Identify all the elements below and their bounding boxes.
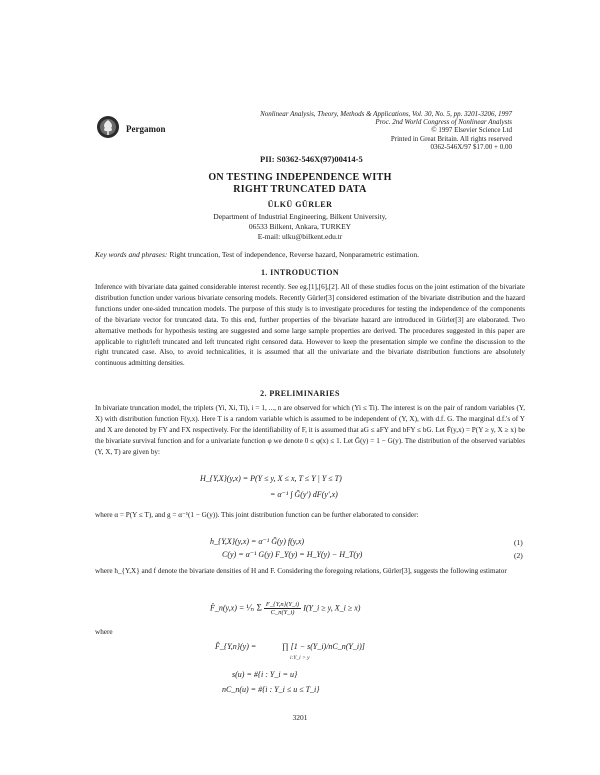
estimator-fraction-denominator: C_n(Y_i)	[270, 609, 295, 616]
equation-2-number: (2)	[514, 551, 523, 560]
equation-2: C(y) = α⁻¹ G(y) F_Y(y) = H_Y(y) − H_T(y)	[222, 550, 363, 559]
equation-h-lhs: H_{Y,X}(y,x) = P(Y ≤ y, X ≤ x, T ≤ Y | Y ≤ T)	[200, 474, 342, 483]
journal-issn: 0362-546X/97 $17.00 + 0.00	[430, 142, 512, 151]
after-h-text: where α = P(Y ≤ T), and g = α⁻¹(1 − G(y)). This joint distribution function can be further elaborated to consider:	[95, 511, 419, 519]
after-eq2-text: where h_{Y,X} and f denote the bivariate densities of H and F. Considering the foregoing relations, Gürler[3], suggests the following estimator	[95, 567, 507, 575]
paper-title-line2: RIGHT TRUNCATED DATA	[233, 184, 367, 195]
section-heading-preliminaries: 2. PRELIMINARIES	[260, 389, 340, 398]
preliminaries-paragraph: In bivariate truncation model, the triplets (Yi, Xi, Ti), i = 1, ..., n are observed for which (Yi ≤ Ti). The interest is on the pair of random variables (Y, X) with distribution function F(y,x). Here T is a random variable which is assumed to be independent of (Y, X), with d.f. G. The marginal d.f.'s of Y and X are denoted by FY and FX respectively. For the identifiability of F, it is assumed that aG ≤ aFY and bFY ≤ bG. Let F̄(y,x) = P(Y ≥ y, X ≥ x) be the bivariate survival function and for a univariate function φ we denote 0 ≤ φ(x) ≤ 1. Let Ḡ(y) = 1 − G(y). The distribution of the observed variables (Y, X, T) are given by:	[95, 404, 525, 456]
c-definition: nC_n(u) = #{i : Y_i ≤ u ≤ T_i}	[222, 685, 320, 694]
equation-1: h_{Y,X}(y,x) = α⁻¹ Ḡ(y) f(y,x)	[210, 537, 305, 546]
keywords-text: Right truncation, Test of independence, Reverse hazard, Nonparametric estimation.	[167, 250, 419, 259]
journal-header	[182, 110, 512, 151]
pergamon-tree-logo-icon	[96, 115, 120, 139]
keywords-label: Key words and phrases:	[95, 250, 168, 259]
author-name: ÜLKÜ GÜRLER	[267, 200, 333, 209]
equation-h-rhs: = α⁻¹ ∫ Ḡ(y') dF(y',x)	[270, 490, 338, 499]
estimator-fraction	[264, 601, 301, 616]
pii: PII: S0362-546X(97)00414-5	[260, 154, 363, 164]
author-city: 06533 Bilkent, Ankara, TURKEY	[248, 222, 352, 231]
author-dept: Department of Industrial Engineering, Bilkent University,	[213, 212, 387, 221]
where-label: where	[95, 628, 113, 636]
s-definition: s(u) = #{i : Y_i = u}	[232, 670, 298, 679]
product-rhs: ∏ [1 − s(Y_i)/nC_n(Y_i)]	[282, 642, 365, 651]
estimator-rest: I(Y_i ≥ y, X_i ≥ x)	[303, 603, 361, 613]
journal-copyright: © 1997 Elsevier Science Ltd	[431, 126, 512, 135]
estimator-lhs: F̂_n(y,x) =	[210, 603, 245, 613]
estimator-fraction-numerator: F_{Y,n}(Y_i)	[265, 601, 300, 608]
introduction-paragraph: Inference with bivariate data gained considerable interest recently. See eg.[1],[6],[2]. All of these studies focus on the joint estimation of the bivariate distribution function under various bivariate censoring models. Recently Gürler[3] considered estimation of the bivariate distribution and the hazard functions under one-sided truncation models. The purpose of this study is to investigate procedures for testing the independence of the components of the bivariate vector for truncated data. To this end, further properties of the bivariate hazard are introduced in Gürler[3] are elaborated. Two alternative methods for hypothesis testing are suggested and some large sample properties are derived. The procedures suggested in this paper are applicable to right/left truncated and left truncated right censored data. However to keep the presentation simple we confine the discussion to the right truncated case. Also, to avoid technicalities, it is assumed that all the univariate and the bivariate distribution functions are absolutely continuous admitting densities.	[95, 283, 525, 368]
paper-title-line1: ON TESTING INDEPENDENCE WITH	[208, 172, 392, 183]
journal-citation: Nonlinear Analysis, Theory, Methods & Applications, Vol. 30, No. 5, pp. 3201-3206, 1997	[260, 110, 512, 118]
page-number: 3201	[292, 713, 308, 722]
product-lhs: F̂_{Y,n}(y) =	[215, 642, 257, 651]
section-heading-introduction: 1. INTRODUCTION	[260, 268, 339, 277]
keywords	[95, 250, 525, 259]
estimator-equation	[210, 601, 360, 616]
product-subscript: i:Y_i > y	[290, 655, 310, 661]
sum-symbol: ¹⁄ₙ Σ	[246, 602, 262, 613]
publisher-name: Pergamon	[126, 124, 166, 134]
author-email[interactable]: E-mail: ulku@bilkent.edu.tr	[257, 232, 343, 241]
journal-proc: Proc. 2nd World Congress of Nonlinear Analysts	[375, 118, 512, 127]
journal-printed: Printed in Great Britain. All rights reserved	[390, 134, 512, 143]
equation-1-number: (1)	[514, 538, 523, 547]
